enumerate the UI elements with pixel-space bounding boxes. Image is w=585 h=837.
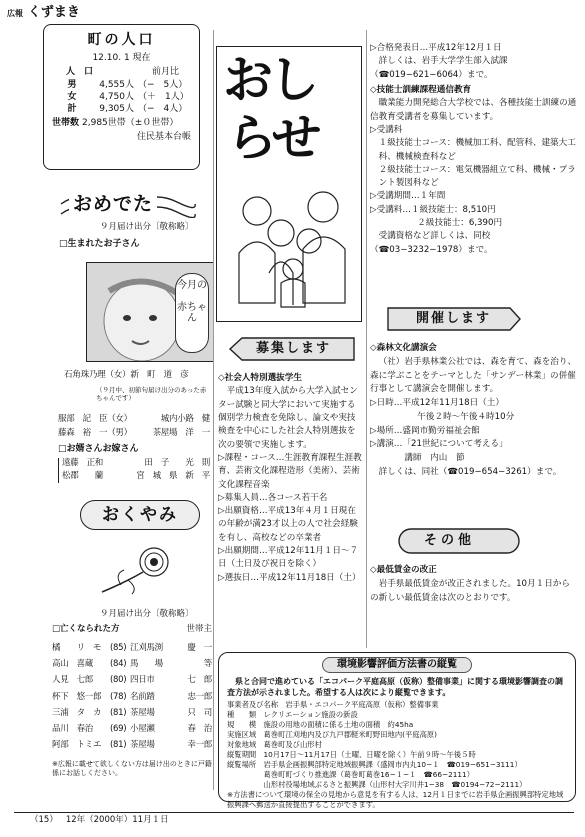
kankyo-note: ※方法書について環境の保全の見地から意見を有する人は、12月１日までに岩手県企画振興部特定地域振興課へ郵送か直接提出することができます。 bbox=[227, 790, 564, 810]
kaisai-item: ▷場所…盛岡市勤労福祉会館 bbox=[370, 425, 480, 436]
deceased-name: 人見 七郎 bbox=[52, 675, 94, 686]
okuyami-row bbox=[52, 656, 212, 672]
ginoushi-fee: ▷受講料…１級技能士：8,510円 bbox=[370, 204, 496, 215]
pop-row-value: 4,750人 bbox=[99, 92, 134, 103]
kaisai-item: 講師 内山 節 bbox=[404, 453, 465, 463]
population-date: 12.10. 1 現在 bbox=[92, 52, 151, 63]
kankyo-row: 実施区域 葛巻町江刈地内及び九戸郡軽米町野田地内(平庭高原) bbox=[227, 730, 438, 740]
kankyo-row: 種 類 レクリエーション施設の新設 bbox=[227, 709, 358, 719]
pop-row-value: 4,555人 bbox=[99, 80, 134, 91]
ginoushi-heading: ◇技能士訓練課程通信教育 bbox=[370, 84, 472, 95]
household-head: 忠一郎 bbox=[187, 691, 212, 702]
okuyami-header bbox=[80, 500, 200, 530]
ginoushi-contact: 受講資格など詳しくは、同校（☎03−3232−1978）まで。 bbox=[370, 231, 493, 255]
kankyo-box bbox=[218, 652, 576, 810]
omedeta-subtitle: ９月届け出分〔敬称略〕 bbox=[100, 222, 194, 232]
kaisai-section bbox=[370, 342, 578, 480]
deceased-place: 茶屋場 bbox=[130, 740, 155, 751]
pop-row-value: 9,305人 bbox=[99, 104, 134, 115]
kaisai-item: ▷講演…「21世紀について考える」 bbox=[370, 439, 508, 450]
households-value: 2,985世帯（±０世帯） bbox=[82, 117, 179, 128]
population-title: 町の人口 bbox=[87, 32, 156, 48]
population-source: 住民基本台帳 bbox=[136, 131, 191, 142]
boshu-intro: 平成13年度入試から大学入試センター試験と同大学において実施する個別学力検査を免除し、論文や実技検査を中心にした社会人特別選抜を次の要領で実施します。 bbox=[218, 386, 358, 450]
deceased-age: (78) bbox=[110, 691, 127, 702]
household-head: 七 郎 bbox=[187, 675, 212, 686]
kankyo-row: 葛巻町町づくり推進課（葛巻町葛巻16−１−１ ☎66−2111） bbox=[227, 770, 474, 780]
households-label: 世帯数 bbox=[52, 117, 80, 128]
pop-row-label: 計 bbox=[67, 104, 77, 115]
wedding-name: 遠藤 正和 bbox=[62, 458, 104, 468]
baby-label-line1: 今月の bbox=[177, 280, 207, 291]
okuyami-col-head: 世帯主 bbox=[186, 624, 212, 634]
baby-label-line2: 赤ちゃん bbox=[177, 301, 207, 324]
boshu-section bbox=[218, 372, 364, 585]
okuyami-row bbox=[52, 705, 212, 721]
ginoushi-intro: 職業能力開発総合大学校では、各種技能士訓練の通信教育受講者を募集しています。 bbox=[370, 98, 577, 122]
kankyo-intro: 県と合同で進めている「エコパーク平庭高原（仮称）整備事業」に関する環境影響調査の調査方法が示されました。希望する人は次により縦覧できます。 bbox=[227, 676, 563, 697]
deceased-place: 茶屋場 bbox=[130, 707, 155, 718]
okuyami-col-headers bbox=[52, 624, 212, 635]
ginoushi-course: ２級技能士コース：電気機器組立て科、機械・プラント製図科など bbox=[378, 164, 576, 189]
kankyo-row: 規 模 施設の用地の面積に係る土地の面積 約45ha bbox=[227, 720, 414, 729]
household-head: 等 bbox=[203, 659, 212, 670]
page-number: （15） bbox=[30, 815, 58, 825]
kankyo-row: 事業者及び名称 岩手県・エコパーク平庭高原（仮称）整備事業 bbox=[227, 699, 439, 709]
population-box bbox=[43, 24, 200, 170]
pop-row-change: （− 4人） bbox=[138, 104, 188, 115]
boshu-item: ▷出願資格…平成13年４月１日現在の年齢が満23才以上の人で社会経験を有し、高校などの卒業者 bbox=[218, 506, 358, 543]
omedeta-title: おめでた bbox=[69, 192, 157, 218]
birth-parent: 城内小路 健 bbox=[160, 414, 210, 424]
kankyo-row: 対象地域 葛巻町及び山形村 bbox=[227, 740, 322, 750]
oshirase-line2: らせ bbox=[227, 109, 318, 167]
boshu-header bbox=[228, 336, 356, 362]
sonota-text: 岩手県最低賃金が改正されました。10月１日からの新しい最低賃金は次のとおりです。 bbox=[370, 578, 570, 603]
okuyami-list bbox=[52, 640, 212, 753]
deceased-name: 三浦 タ カ bbox=[52, 707, 102, 718]
kankyo-details bbox=[227, 700, 567, 791]
kaisai-intro: （社）岩手県林業公社では、森を育て、森を治り、森に学ぶことをテーマとした「サンデー林業」の併催行事として講演会を開催します。 bbox=[370, 356, 577, 395]
deceased-name: 品川 春治 bbox=[52, 724, 94, 735]
oshirase-line1: おし bbox=[223, 51, 315, 109]
household-head: 春 治 bbox=[187, 724, 212, 735]
kankyo-row: 縦覧場所 岩手県企画振興部特定地域振興課（盛岡市内丸10−１ ☎019−651−3111） bbox=[227, 760, 522, 770]
column-divider bbox=[213, 30, 214, 790]
birth-name: 藤森 裕 一（男） bbox=[58, 428, 132, 438]
pop-row-change: （− 5人） bbox=[138, 80, 188, 91]
household-head: 慶 一 bbox=[187, 643, 212, 653]
baby-label bbox=[175, 273, 209, 353]
okuyami-note: ※広報に載せて欲しくない方は届け出のときに戸籍係にお話しください。 bbox=[52, 760, 212, 778]
wedding-name: 松郡 蘭 bbox=[62, 471, 104, 482]
boshu-heading: ◇社会人特別選抜学生 bbox=[218, 373, 302, 383]
sonota-header bbox=[398, 528, 520, 554]
boshu-title: 募集します bbox=[256, 341, 332, 356]
okuyami-row bbox=[52, 737, 212, 753]
deceased-place: 名前踏 bbox=[130, 691, 155, 702]
okuyami-row bbox=[52, 640, 212, 656]
deceased-name: 杯下 悠一郎 bbox=[52, 691, 102, 702]
kaisai-header bbox=[386, 306, 522, 332]
sonota-heading: ◇最低賃金の改正 bbox=[370, 565, 437, 575]
featured-note: （９月中、初節句届け出分のあった赤ちゃんです） bbox=[96, 386, 207, 403]
deceased-age: (81) bbox=[110, 740, 127, 751]
footer bbox=[30, 815, 169, 826]
kaisai-title: 開催します bbox=[416, 311, 492, 326]
footer-rule bbox=[14, 812, 574, 813]
kaisai-heading: ◇森林文化講演会 bbox=[370, 343, 437, 353]
okuyami-row bbox=[52, 672, 212, 688]
deceased-place: 四日市 bbox=[130, 675, 155, 686]
deceased-name: 高山 喜蔵 bbox=[52, 659, 94, 670]
household-head: 幸一郎 bbox=[187, 740, 212, 751]
masthead-prefix: 広報 bbox=[7, 9, 23, 18]
featured-baby: 石角珠乃理（女）新 町 道 彦 bbox=[64, 370, 189, 380]
okuyami-row bbox=[52, 689, 212, 705]
deceased-name: 阿部 トミエ bbox=[52, 740, 102, 751]
pop-row-label: 男 bbox=[67, 80, 77, 91]
boshu-item: ▷課程・コース…生涯教育課程生涯教育、芸術文化課程造形（美術）、芸術文化課程音楽 bbox=[218, 452, 362, 490]
family-illustration bbox=[229, 183, 353, 315]
oshirase-banner bbox=[216, 46, 362, 322]
kaisai-item: 詳しくは、同社（☎019−654−3261）まで。 bbox=[378, 466, 562, 477]
deceased-age: (84) bbox=[110, 659, 127, 670]
birth-parent: 茶屋場 洋 一 bbox=[152, 428, 210, 438]
baby-photo bbox=[86, 262, 214, 362]
wedding-row bbox=[62, 471, 210, 482]
birth-row bbox=[58, 428, 210, 439]
okuyami-title: おくやみ bbox=[102, 504, 178, 525]
deceased-age: (81) bbox=[110, 707, 127, 718]
masthead bbox=[7, 4, 127, 20]
births-heading: □生まれたお子さん bbox=[59, 239, 140, 249]
kankyo-row: 山形村役場地域ぶるさと振興課（山形村大字川井1−38 ☎0194−72−2111） bbox=[227, 780, 527, 790]
ginoushi-fee: ２級技能士：6,390円 bbox=[417, 218, 503, 229]
ginoushi-sub: ▷受講科 bbox=[370, 124, 403, 135]
omedeta-header bbox=[57, 190, 197, 218]
boshu-item: ▷募集人員…各コース若干名 bbox=[218, 492, 328, 503]
okuyami-col-deceased: □亡くなられた方 bbox=[52, 624, 120, 634]
deceased-name: 橘 リ モ bbox=[52, 643, 102, 653]
boshu-item: ▷出願期間…平成12年11月１日〜７日（土日及び祝日を除く） bbox=[218, 546, 359, 570]
kankyo-title: 環境影響評価方法書の縦覧 bbox=[322, 657, 472, 673]
right-item: 詳しくは、岩手大学学生部入試課（☎019−621−6064）まで。 bbox=[370, 56, 508, 80]
deceased-age: (69) bbox=[110, 724, 127, 735]
deceased-place: 江刈馬渕 bbox=[130, 643, 163, 653]
kaisai-item: 午後２時〜午後４時10分 bbox=[417, 411, 515, 422]
weddings-heading: □お婿さんお嫁さん bbox=[58, 444, 139, 454]
ginoushi-course: １級技能士コース：機械加工科、配管科、建築大工科、機械検査科など bbox=[378, 138, 576, 162]
sonota-title: その他 bbox=[424, 533, 476, 548]
birth-row bbox=[58, 414, 210, 425]
sonota-section bbox=[370, 564, 578, 605]
household-head: 只 司 bbox=[187, 707, 212, 718]
pop-row-change: （＋ 1人） bbox=[138, 92, 189, 103]
population-category: 人 口 bbox=[66, 67, 94, 78]
weddings-list bbox=[58, 458, 210, 483]
deceased-age: (85) bbox=[110, 643, 127, 653]
pop-row-label: 女 bbox=[67, 92, 77, 103]
deceased-place: 馬 場 bbox=[130, 659, 163, 670]
kaisai-item: ▷日時…平成12年11月18日（土） bbox=[370, 398, 504, 408]
wedding-origin: 宮 城 県 新 平 bbox=[136, 471, 210, 482]
kankyo-row: 縦覧期間 10月17日〜11月17日（土曜、日曜を除く）午前９時〜午後５時 bbox=[227, 750, 476, 760]
wedding-origin: 田 子 光 則 bbox=[144, 458, 210, 468]
boshu-item: ▷選抜日…平成12年11月18日（土） bbox=[218, 572, 361, 583]
population-change-header: 前月比 bbox=[151, 67, 179, 78]
chrysanthemum-icon bbox=[96, 540, 174, 598]
deceased-place: 小屋瀬 bbox=[130, 724, 155, 735]
wedding-row bbox=[62, 458, 210, 469]
right-item: ▷合格発表日…平成12年12月１日 bbox=[370, 43, 502, 53]
right-top-section bbox=[370, 42, 578, 257]
ginoushi-period: ▷受講期間…１年間 bbox=[370, 191, 446, 202]
issue-date: 12年（2000年）11月１日 bbox=[65, 815, 169, 825]
masthead-title: くずまき bbox=[27, 5, 80, 20]
column-divider bbox=[366, 30, 367, 648]
deceased-age: (80) bbox=[110, 675, 127, 686]
okuyami-subtitle: ９月届け出分〔敬称略〕 bbox=[100, 609, 194, 619]
birth-name: 服部 記 臣（女） bbox=[58, 414, 132, 424]
okuyami-row bbox=[52, 721, 212, 737]
